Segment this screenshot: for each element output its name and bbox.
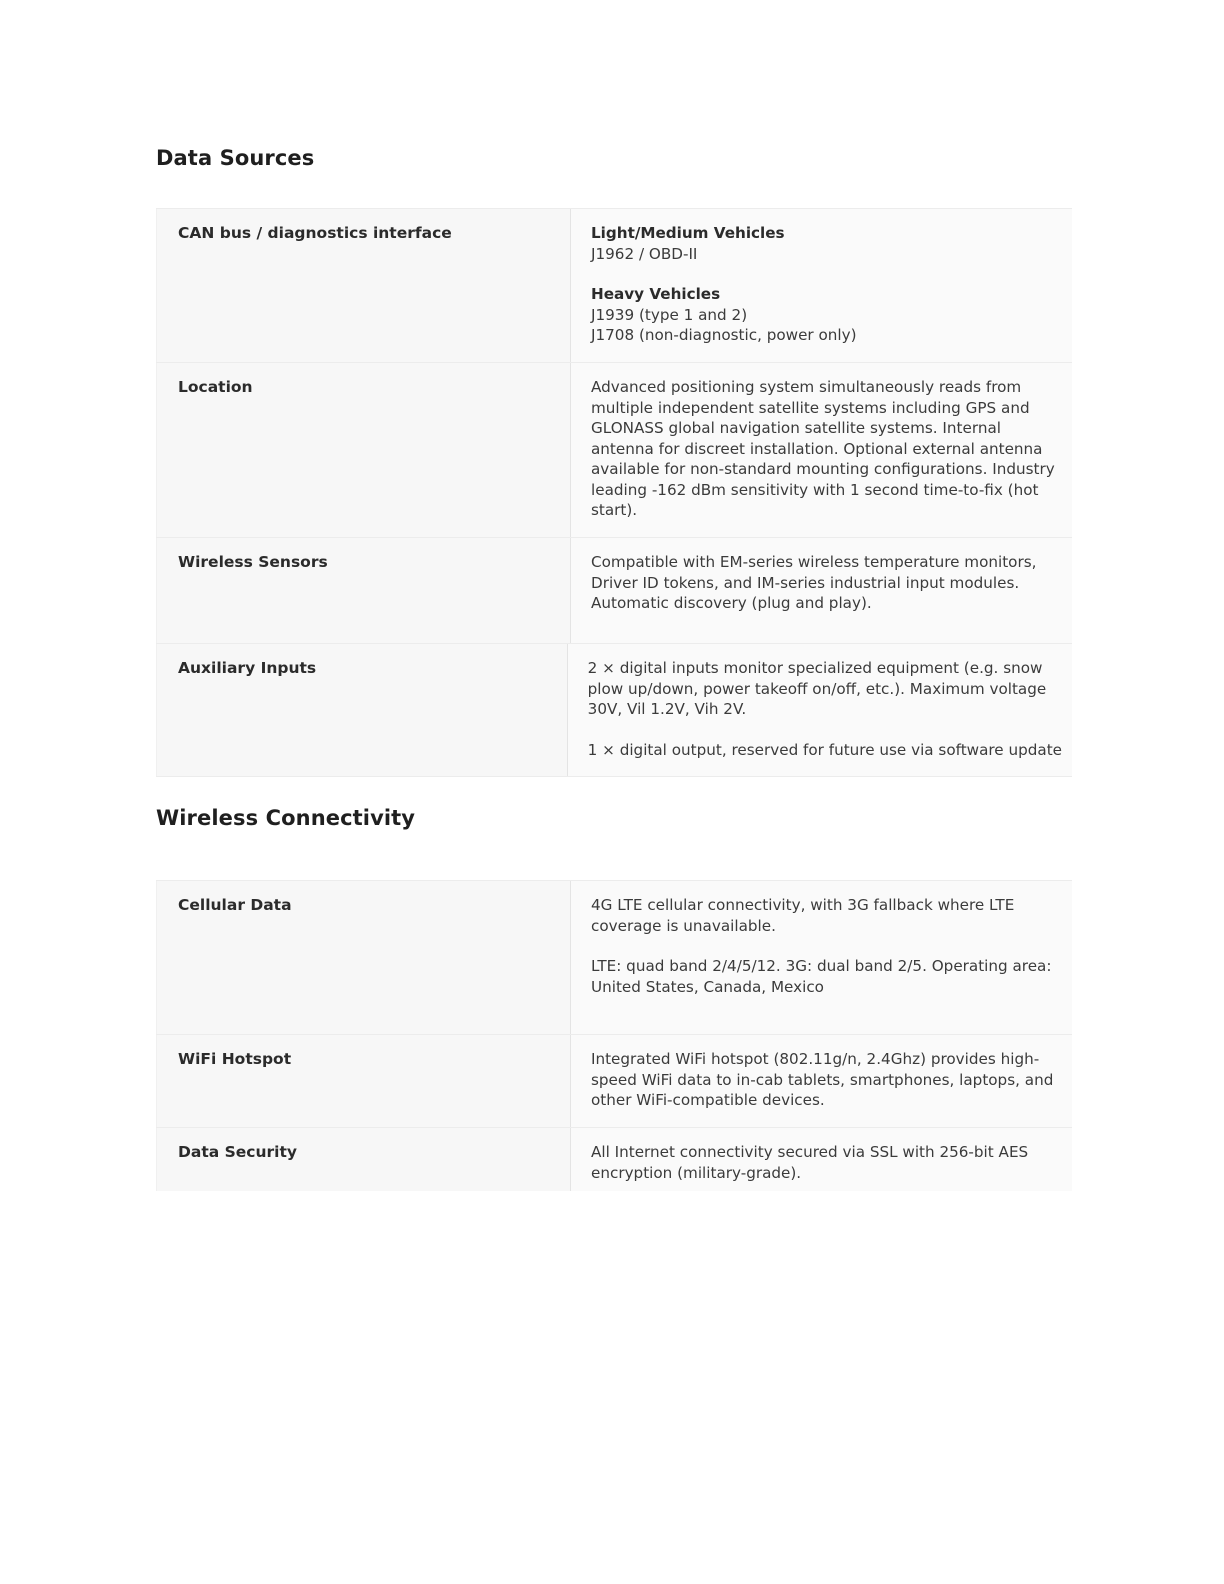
heavy-vehicles-protocol-1: J1939 (type 1 and 2) (591, 305, 748, 324)
row-value-auxiliary-inputs (568, 644, 1072, 776)
row-label-wifi-hotspot: WiFi Hotspot (156, 1035, 571, 1127)
row-value-cellular-data (571, 881, 1072, 1034)
row-label-auxiliary-inputs: Auxiliary Inputs (156, 644, 568, 776)
row-label-wireless-sensors: Wireless Sensors (156, 538, 571, 643)
table-row-auxiliary-inputs (156, 644, 1072, 777)
heavy-vehicles-heading: Heavy Vehicles (591, 285, 721, 303)
row-value-wifi-hotspot (571, 1035, 1072, 1127)
cellular-bands: LTE: quad band 2/4/5/12. 3G: dual band 2/5. Operating area: United States, Canada, Mexico (591, 957, 1052, 996)
section-title-data-sources: Data Sources (156, 146, 315, 170)
cellular-description: 4G LTE cellular connectivity, with 3G fallback where LTE coverage is unavailable. (591, 896, 1015, 935)
table-row-wifi-hotspot (156, 1035, 1072, 1128)
row-label-location: Location (156, 363, 571, 537)
row-label-cellular-data: Cellular Data (156, 881, 571, 1034)
data-sources-table (156, 208, 1072, 777)
light-vehicles-heading: Light/Medium Vehicles (591, 224, 785, 242)
security-description: All Internet connectivity secured via SSL with 256-bit AES encryption (military-grade). (591, 1143, 1029, 1182)
table-row-data-security (156, 1128, 1072, 1191)
row-value-location (571, 363, 1072, 537)
section-title-wireless-connectivity: Wireless Connectivity (156, 806, 416, 830)
wireless-sensors-description: Compatible with EM-series wireless temperature monitors, Driver ID tokens, and IM-series industrial input modules. Automatic discovery (plug and play). (591, 553, 1037, 612)
table-row-cellular-data (156, 881, 1072, 1035)
heavy-vehicles-protocol-2: J1708 (non-diagnostic, power only) (591, 326, 857, 344)
location-description: Advanced positioning system simultaneously reads from multiple independent satellite systems including GPS and GLONASS global navigation satellite systems. Internal antenna for discreet installation. Optional external antenna available for non-standard mounting configurations. Industry leading -162 dBm sensitivity with 1 second time-to-fix (hot start). (591, 378, 1055, 519)
wireless-connectivity-table (156, 880, 1072, 1191)
row-value-wireless-sensors (571, 538, 1072, 643)
table-row-can-bus (156, 209, 1072, 363)
auxiliary-output-description: 1 × digital output, reserved for future use via software update (587, 740, 1062, 759)
table-row-wireless-sensors (156, 538, 1072, 644)
light-vehicles-protocol: J1962 / OBD-II (591, 244, 698, 263)
auxiliary-inputs-description: 2 × digital inputs monitor specialized equipment (e.g. snow plow up/down, power takeoff on/off, etc.). Maximum voltage 30V, Vil 1.2V, Vih 2V. (587, 659, 1047, 718)
row-label-can-bus: CAN bus / diagnostics interface (156, 209, 571, 362)
table-row-location (156, 363, 1072, 538)
row-value-data-security (571, 1128, 1072, 1191)
row-value-can-bus (571, 209, 1072, 362)
wifi-description: Integrated WiFi hotspot (802.11g/n, 2.4Ghz) provides high-speed WiFi data to in-cab tablets, smartphones, laptops, and other WiFi-compatible devices. (591, 1050, 1054, 1109)
row-label-data-security: Data Security (156, 1128, 571, 1191)
